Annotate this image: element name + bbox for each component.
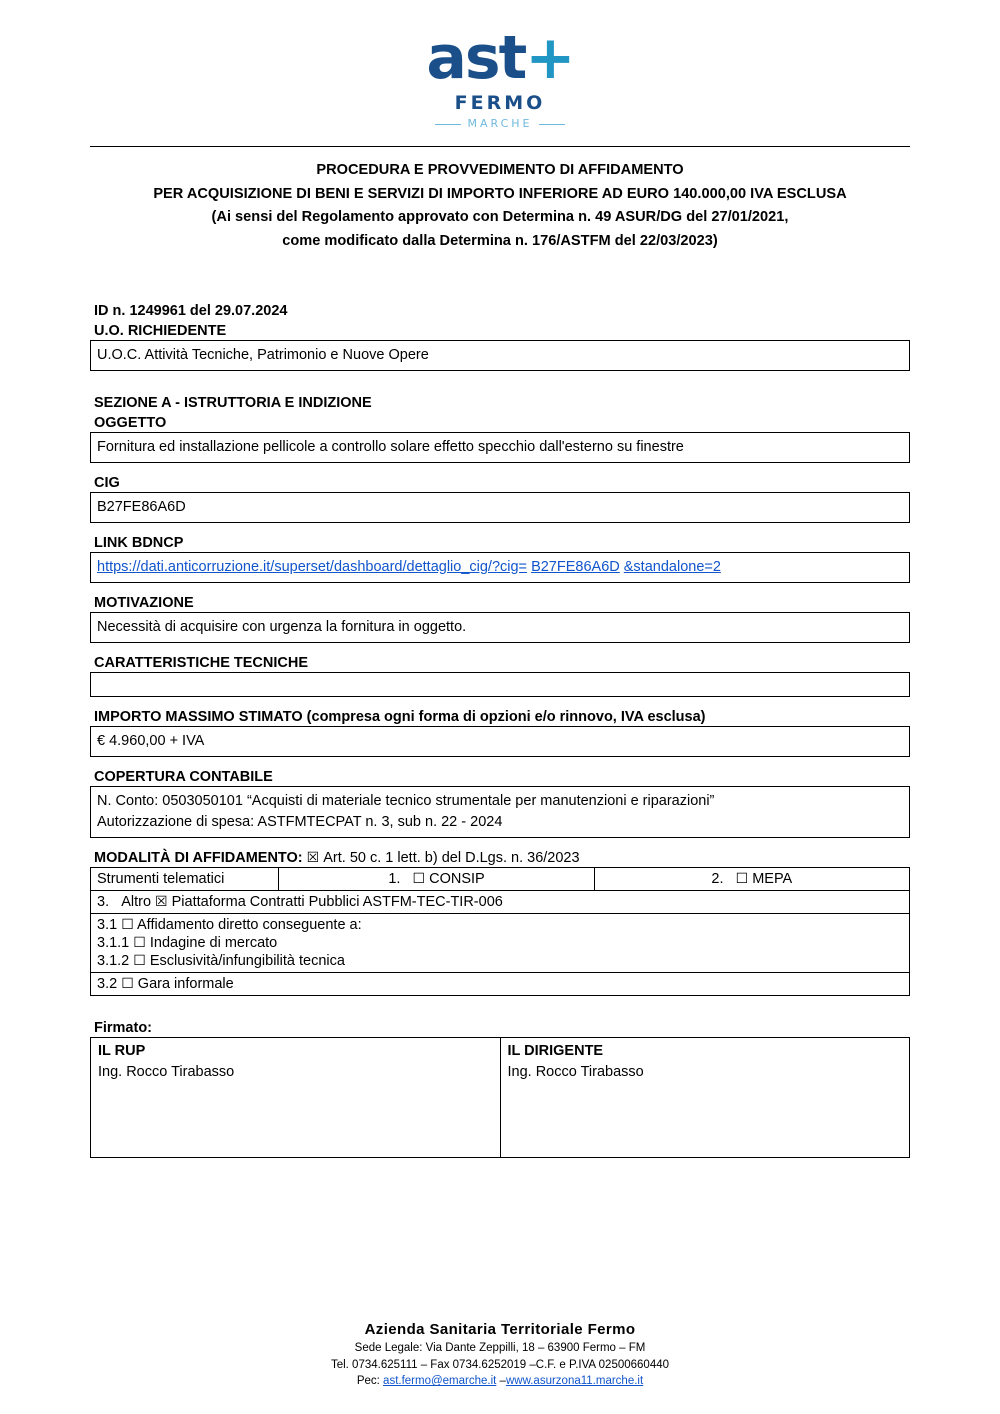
page-footer	[0, 1321, 1000, 1390]
strumenti-telematici-label: Strumenti telematici	[91, 867, 279, 890]
table-row	[91, 972, 910, 995]
document-body	[90, 254, 910, 1158]
copertura-line-2: Autorizzazione di spesa: ASTFMTECPAT n. 3, sub n. 22 - 2024	[97, 813, 503, 830]
option-altro[interactable]	[91, 890, 910, 913]
heading-line-1: PROCEDURA E PROVVEDIMENTO DI AFFIDAMENTO	[316, 162, 684, 178]
mepa-label: MEPA	[752, 870, 793, 887]
importo-value: € 4.960,00 + IVA	[90, 726, 910, 757]
indagine-checkbox[interactable]: ☐	[133, 934, 146, 951]
consip-label: CONSIP	[429, 870, 485, 887]
modalita-table	[90, 867, 910, 996]
affidamento-number: 3.1	[97, 916, 118, 933]
header-divider	[90, 146, 910, 147]
option-affidamento-diretto[interactable]	[91, 913, 910, 934]
signature-table	[90, 1037, 910, 1158]
gara-checkbox[interactable]: ☐	[121, 975, 134, 992]
heading-line-2: PER ACQUISIZIONE DI BENI E SERVIZI DI IMPORTO INFERIORE AD EURO 140.000,00 IVA ESCLUSA	[153, 185, 847, 202]
footer-pec-label: Pec:	[356, 1375, 380, 1388]
oggetto-value: Fornitura ed installazione pellicole a controllo solare effetto specchio dall'esterno su finestre	[90, 432, 910, 463]
motivazione-value: Necessità di acquisire con urgenza la fornitura in oggetto.	[90, 612, 910, 643]
altro-label: Piattaforma Contratti Pubblici ASTFM-TEC-TIR-006	[171, 893, 503, 910]
link-bdncp-label: LINK BDNCP	[94, 534, 184, 551]
caratteristiche-label: CARATTERISTICHE TECNICHE	[94, 654, 309, 671]
logo-wordmark: ast	[426, 23, 526, 93]
table-row	[91, 890, 910, 913]
dirigente-title: IL DIRIGENTE	[507, 1042, 604, 1059]
cig-label: CIG	[94, 474, 120, 491]
dirigente-name: Ing. Rocco Tirabasso	[507, 1063, 644, 1080]
copertura-value	[90, 786, 910, 838]
copertura-label: COPERTURA CONTABILE	[94, 768, 273, 785]
affidamento-checkbox[interactable]: ☐	[121, 916, 134, 933]
document-id: ID n. 1249961 del 29.07.2024	[94, 302, 288, 319]
modalita-heading	[90, 847, 910, 867]
gara-label: Gara informale	[137, 975, 234, 992]
signature-cell-rup	[91, 1037, 501, 1157]
caratteristiche-value	[90, 672, 910, 697]
heading-line-3: (Ai sensi del Regolamento approvato con Determina n. 49 ASUR/DG del 27/01/2021,	[211, 209, 789, 226]
bdncp-url-suffix[interactable]: &standalone=2	[623, 558, 721, 575]
logo-block	[0, 0, 1000, 132]
footer-address: Sede Legale: Via Dante Zeppilli, 18 – 63900 Fermo – FM	[354, 1341, 646, 1354]
firmato-label: Firmato:	[94, 1019, 152, 1036]
motivazione-label: MOTIVAZIONE	[94, 594, 194, 611]
footer-pec-email[interactable]: ast.fermo@emarche.it	[383, 1375, 497, 1388]
logo-city: FERMO	[454, 92, 546, 114]
gara-number: 3.2	[97, 975, 118, 992]
footer-website-link[interactable]: www.asurzona11.marche.it	[505, 1375, 644, 1388]
signature-cell-dirigente	[500, 1037, 910, 1157]
modalita-norma-checkbox[interactable]: ☒	[306, 849, 320, 866]
option-consip[interactable]	[279, 867, 594, 890]
copertura-line-1: N. Conto: 0503050101 “Acquisti di materiale tecnico strumentale per manutenzioni e riparazioni”	[97, 792, 715, 809]
section-a-label: SEZIONE A - ISTRUTTORIA E INDIZIONE	[94, 394, 372, 411]
table-row	[91, 934, 910, 952]
table-row	[91, 952, 910, 973]
ast-logo	[426, 23, 574, 93]
consip-number: 1.	[388, 870, 401, 887]
logo-region: MARCHE	[439, 117, 560, 130]
esclusivita-checkbox[interactable]: ☐	[133, 952, 146, 969]
option-esclusivita[interactable]	[91, 952, 910, 973]
uo-value: U.O.C. Attività Tecniche, Patrimonio e Nuove Opere	[90, 340, 910, 371]
table-row	[91, 913, 910, 934]
uo-label: U.O. RICHIEDENTE	[94, 322, 227, 339]
altro-checkbox[interactable]: ☒	[155, 893, 168, 910]
cig-value: B27FE86A6D	[90, 492, 910, 523]
rup-name: Ing. Rocco Tirabasso	[98, 1063, 235, 1080]
footer-contacts	[0, 1373, 1000, 1390]
bdncp-url-cig[interactable]: B27FE86A6D	[531, 558, 620, 575]
bdncp-url-prefix[interactable]: https://dati.anticorruzione.it/superset/dashboard/dettaglio_cig/?cig=	[97, 558, 528, 575]
altro-number: 3.	[97, 893, 110, 910]
option-mepa[interactable]	[594, 867, 909, 890]
oggetto-label: OGGETTO	[94, 414, 167, 431]
option-indagine-mercato[interactable]	[91, 934, 910, 952]
consip-checkbox[interactable]: ☐	[412, 870, 426, 887]
mepa-number: 2.	[711, 870, 724, 887]
altro-word: Altro	[121, 893, 152, 910]
footer-org: Azienda Sanitaria Territoriale Fermo	[364, 1320, 636, 1338]
option-gara-informale[interactable]	[91, 972, 910, 995]
link-bdncp-value	[90, 552, 910, 583]
rup-title: IL RUP	[98, 1042, 146, 1059]
modalita-norma-label: Art. 50 c. 1 lett. b) del D.Lgs. n. 36/2023	[323, 849, 580, 866]
table-row	[91, 867, 910, 890]
footer-phones: Tel. 0734.625111 – Fax 0734.6252019 –C.F. e P.IVA 02500660440	[330, 1358, 670, 1371]
modalita-label: MODALITÀ DI AFFIDAMENTO:	[94, 849, 303, 866]
esclusivita-label: Esclusività/infungibilità tecnica	[149, 952, 345, 969]
indagine-number: 3.1.1	[97, 934, 130, 951]
heading-line-4: come modificato dalla Determina n. 176/ASTFM del 22/03/2023)	[282, 232, 718, 249]
mepa-checkbox[interactable]: ☐	[735, 870, 749, 887]
esclusivita-number: 3.1.2	[97, 952, 130, 969]
footer-separator: –	[499, 1375, 506, 1388]
importo-label: IMPORTO MASSIMO STIMATO (compresa ogni forma di opzioni e/o rinnovo, IVA esclusa)	[94, 708, 706, 725]
logo-plus-icon: +	[525, 23, 574, 93]
document-heading	[80, 159, 920, 254]
affidamento-label: Affidamento diretto conseguente a:	[137, 916, 362, 933]
table-row	[91, 1037, 910, 1157]
indagine-label: Indagine di mercato	[149, 934, 278, 951]
